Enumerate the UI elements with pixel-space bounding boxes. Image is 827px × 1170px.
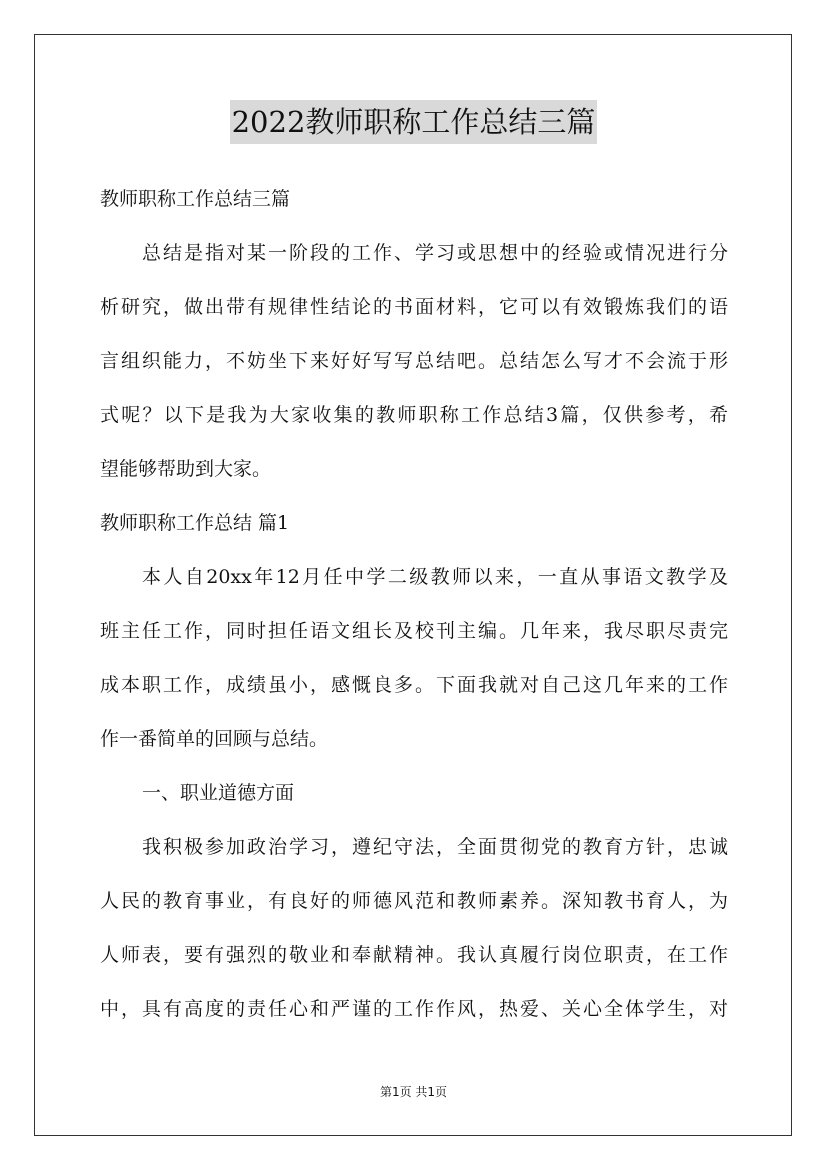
paragraph-line: 人民的教育事业，有良好的师德风范和教师素养。深知教书育人，为 bbox=[100, 890, 728, 912]
paragraph-line: 班主任工作，同时担任语文组长及校刊主编。几年来，我尽职尽责完 bbox=[100, 620, 728, 642]
subsection-heading: 一、职业道德方面 bbox=[142, 782, 295, 804]
section-heading: 教师职称工作总结 篇1 bbox=[100, 512, 290, 534]
paragraph-line: 望能够帮助到大家。 bbox=[100, 458, 272, 480]
paragraph-line: 言组织能力，不妨坐下来好好写写总结吧。总结怎么写才不会流于形 bbox=[100, 350, 728, 372]
paragraph-line: 我积极参加政治学习，遵纪守法，全面贯彻党的教育方针，忠诚 bbox=[142, 836, 728, 858]
page-footer: 第1页 共1页 bbox=[379, 1085, 448, 1099]
section-heading: 教师职称工作总结三篇 bbox=[100, 188, 291, 210]
document-body bbox=[100, 172, 728, 1036]
paragraph-line: 析研究，做出带有规律性结论的书面材料，它可以有效锻炼我们的语 bbox=[100, 296, 728, 318]
document-title: 2022教师职称工作总结三篇 bbox=[230, 100, 598, 144]
paragraph-line: 总结是指对某一阶段的工作、学习或思想中的经验或情况进行分 bbox=[142, 242, 728, 264]
paragraph-line: 本人自20xx年12月任中学二级教师以来，一直从事语文教学及 bbox=[142, 566, 728, 588]
paragraph-line: 式呢？以下是我为大家收集的教师职称工作总结3篇，仅供参考，希 bbox=[100, 404, 728, 426]
paragraph-line: 作一番简单的回顾与总结。 bbox=[100, 728, 329, 750]
title-container bbox=[0, 100, 827, 144]
paragraph-line: 成本职工作，成绩虽小，感慨良多。下面我就对自己这几年来的工作 bbox=[100, 674, 728, 696]
paragraph-line: 人师表，要有强烈的敬业和奉献精神。我认真履行岗位职责，在工作 bbox=[100, 944, 728, 966]
paragraph-line: 中，具有高度的责任心和严谨的工作作风，热爱、关心全体学生，对 bbox=[100, 998, 728, 1020]
